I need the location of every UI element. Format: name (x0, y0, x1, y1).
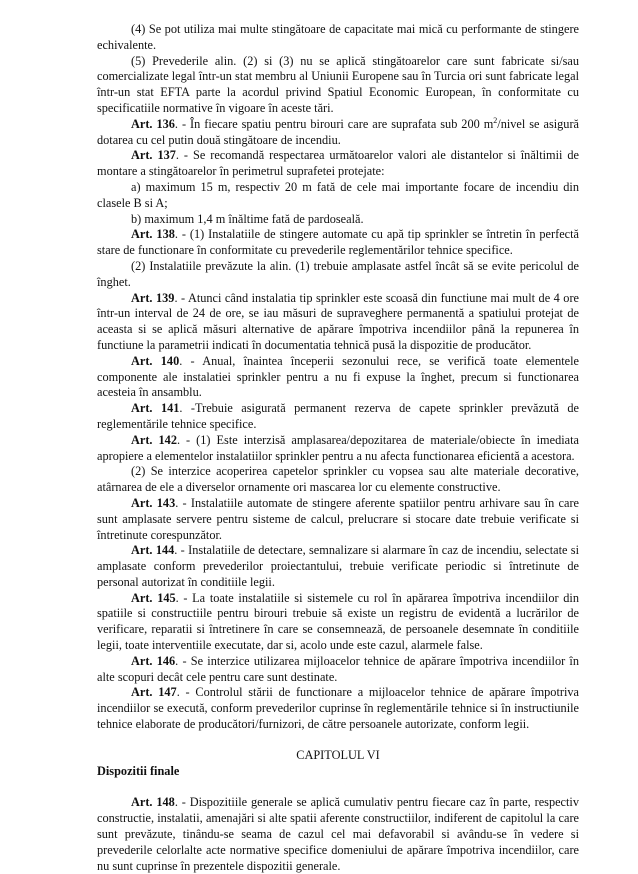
article-number: Art. 136 (131, 116, 175, 131)
paragraph (97, 54, 579, 117)
article-number: Art. 138 (131, 227, 175, 242)
article-paragraph (97, 291, 579, 354)
paragraph-text: (2) Se interzice acoperirea capetelor sprinkler cu vopsea sau alte materiale decorative, atârnarea de ele a diverselor ornamente ori mascarea lor cu elemente constructive. (97, 464, 579, 495)
paragraph-text: . - Controlul stării de functionare a mijloacelor tehnice de apărare împotriva incendiilor se execută, conform prevederilor cuprinse în reglementările tehnice si în instructiunile tehnice elaborate de producători/furnizori, de către persoanele autorizate, conform legii. (97, 685, 579, 732)
article-paragraph (97, 685, 579, 732)
article-number: Art. 145 (131, 590, 176, 605)
article-number: Art. 147 (131, 685, 177, 700)
paragraph (97, 259, 579, 291)
paragraph-text: . - Instalatiile automate de stingere aferente spatiilor pentru arhivare sau în care sunt amplasate servere pentru sisteme de calcul, prelucrare si stocare date trebuie verificate si întretinute corespunzător. (97, 495, 579, 542)
paragraph-text: . - Instalatiile de detectare, semnalizare si alarmare în caz de incendiu, selectate si amplasate conform prevederilor proiectantului, trebuie verificate periodic si întretinute de personal autorizat în conditiile legii. (97, 543, 579, 589)
paragraph-text: . - În fiecare spatiu pentru birouri care are suprafata sub 200 m (174, 116, 494, 131)
article-paragraph (97, 354, 579, 401)
article-paragraph (97, 591, 579, 654)
article-paragraph (97, 401, 579, 433)
article-paragraph (97, 227, 579, 259)
superscript: 2 (493, 115, 498, 125)
paragraph-text: . - (1) Este interzisă amplasarea/depozitarea de materiale/obiecte în imediata apropiere a elementelor instalatiilor sprinkler pentru a nu afecta functionarea eficientă a acestora. (97, 432, 579, 463)
article-number: Art. 143 (131, 495, 176, 510)
article-paragraph (97, 117, 579, 149)
section-title: Dispozitii finale (97, 763, 180, 778)
paragraph-text: . - Anual, înaintea începerii sezonului rece, se verifică toate elementele componente ale instalatiei sprinkler pentru a nu fi expuse la înghet, precum si functionarea acesteia în ansamblu. (97, 353, 579, 400)
article-paragraph (97, 543, 579, 590)
article-number: Art. 142 (131, 432, 177, 447)
paragraph-text: . - Se interzice utilizarea mijloacelor tehnice de apărare împotriva incendiilor în alte scopuri decât cele pentru care sunt destinate. (97, 653, 579, 684)
article-paragraph (97, 795, 579, 874)
chapter-title: CAPITOLUL VI (296, 747, 380, 762)
paragraph-text: b) maximum 1,4 m înăltime fată de pardoseală. (131, 211, 364, 226)
article-paragraph (97, 654, 579, 686)
paragraph-text: (2) Instalatiile prevăzute la alin. (1) trebuie amplasate astfel încât să se evite pericolul de înghet. (97, 258, 579, 289)
paragraph (97, 464, 579, 496)
article-paragraph (97, 433, 579, 465)
article-number: Art. 146 (131, 653, 176, 668)
paragraph-text: . - Dispozitiile generale se aplică cumulativ pentru fiecare caz în parte, respectiv constructie, instalatii, amenajări si alte spatii aferente constructiilor, indiferent de capitolul la care sunt prevăzute, tinându-se seama de cazul cel mai defavorabil si avându-se în vedere si prevederile celorlalte acte normative specifice domeniului de apărare împotriva incendiilor, care nu sunt cuprinse în prezentele dispozitii generale. (97, 795, 579, 873)
paragraph-text: . - Se recomandă respectarea următoarelor valori ale distantelor si înăltimii de montare a stingătoarelor în perimetrul suprafetei protejate: (97, 148, 579, 179)
paragraph-text: . -Trebuie asigurată permanent rezerva de capete sprinkler prevăzută de reglementările tehnice specifice. (97, 401, 579, 431)
paragraph-text: (5) Prevederile alin. (2) si (3) nu se aplică stingătoarelor care sunt fabricate si/sau comercializate legal într-un stat membru al Uniunii Europene sau în Turcia ori sunt fabricate legal într-un stat EFTA parte la acordul privind Spatiul Economic European, în conformitate cu specificatiile normative în vigoare în aceste tări. (97, 53, 579, 115)
paragraph-text: /nivel se asigură dotarea cu cel putin două stingătoare de incendiu. (97, 116, 579, 147)
paragraph-text: (4) Se pot utiliza mai multe stingătoare de capacitate mai mică cu performante de stingere echivalente. (97, 22, 579, 52)
paragraph-text: . - (1) Instalatiile de stingere automate cu apă tip sprinkler se întretin în perfectă stare de functionare în conformitate cu prevederile reglementărilor tehnice specifice. (97, 227, 579, 258)
article-paragraph (97, 148, 579, 180)
article-paragraph (97, 496, 579, 543)
paragraph-text: . - La toate instalatiile si sistemele cu rol în apărarea împotriva incendiilor din spatiile si constructiile pentru birouri trebuie să existe un registru de evidentă a lucrărilor de verificare, reparatii si întretinere în care se consemnează, de persoanele desemnate în conditiile legii, toate interventiile executate, dar si, acolo unde este cazul, alarmele false. (97, 590, 579, 653)
article-number: Art. 148 (131, 795, 175, 810)
document-page (97, 22, 579, 874)
paragraph (97, 22, 579, 54)
article-number: Art. 140 (131, 353, 180, 368)
paragraph-text: . - Atunci când instalatia tip sprinkler este scoasă din functiune mai mult de 4 ore într-un interval de 24 de ore, se iau măsuri de supraveghere permanentă a spatiului protejat de aceasta si se aplică măsuri alternative de apărare împotriva incendiilor până la repunerea în functiune la parametrii indicati în documentatia tehnică pusă la dispozitie de producător. (97, 290, 579, 352)
article-number: Art. 141 (131, 401, 180, 416)
paragraph (97, 180, 579, 212)
paragraph (97, 212, 579, 228)
paragraph-text: a) maximum 15 m, respectiv 20 m fată de cele mai importante focare de incendiu din clasele B si A; (97, 179, 579, 210)
article-number: Art. 144 (131, 543, 175, 558)
article-number: Art. 139 (131, 290, 175, 305)
article-number: Art. 137 (131, 148, 176, 163)
